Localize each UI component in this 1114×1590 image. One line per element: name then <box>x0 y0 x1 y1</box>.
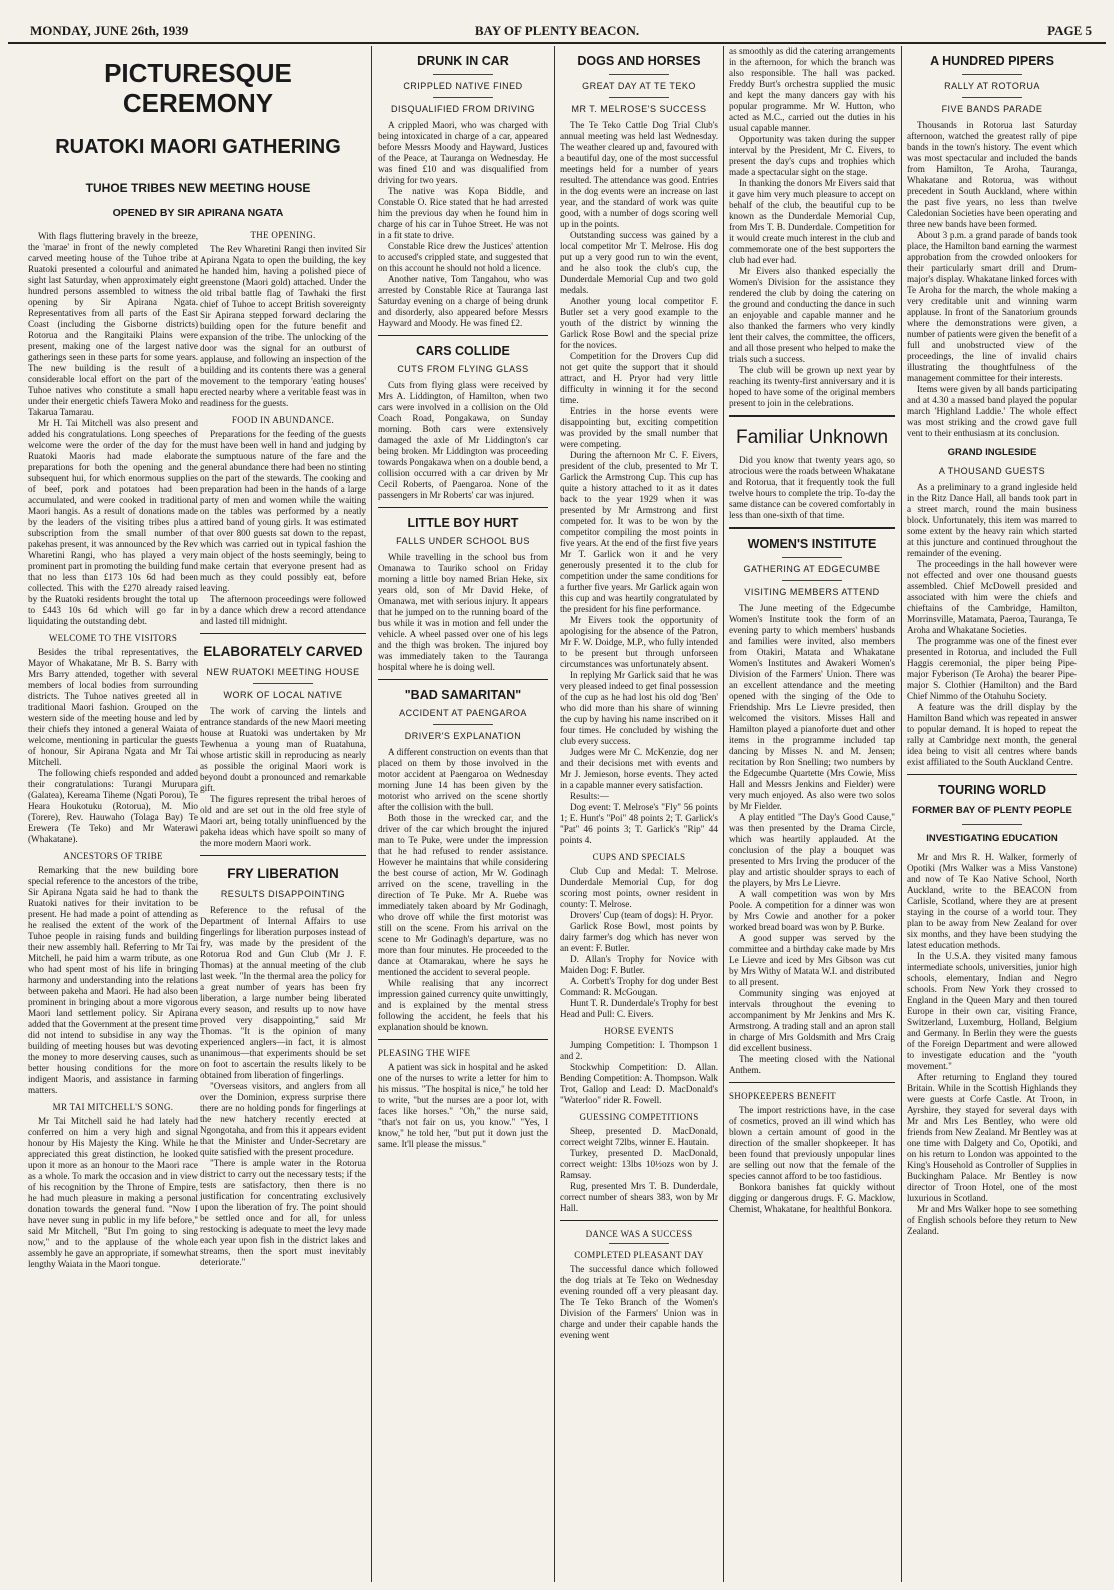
divider <box>609 97 669 98</box>
subhead: FORMER BAY OF PLENTY PEOPLE <box>912 805 1072 816</box>
column-5 <box>729 46 895 1582</box>
subhead: FIVE BANDS PARADE <box>941 104 1043 114</box>
masthead-page-number: PAGE 5 <box>1047 23 1092 38</box>
article-paragraph: Preparations for the feeding of the guests must have been well in hand and judging by the sumptuous nature of the fare and the general abundance there had been no stinting on the part of the stewards. The cooking and preparation had been in the hands of a large party of men and women while the waiting on the tables was performed by a neatly attired band of young girls. It was estimated that over 800 guests sat down to the repast, which was carried out in typical fashion the main object of the hosts seemingly, being to make certain that everyone present had as much as they could possibly eat, before leaving. <box>200 429 366 593</box>
article-paragraph: "Overseas visitors, and anglers from all over the Dominion, express surprise there there are no holding ponds for fingerlings at the new hatchery recently erected at Ngongotaha, and from this it appears evident that the Minister and Under-Secretary are quite satisfied with the present procedure. <box>200 1081 366 1157</box>
divider <box>433 74 493 75</box>
subhead-tuhoe-tribes: TUHOE TRIBES NEW MEETING HOUSE <box>85 181 311 195</box>
subhead: A THOUSAND GUESTS <box>938 466 1046 476</box>
divider <box>962 824 1022 825</box>
headline-spacer <box>200 46 366 224</box>
article-paragraph: D. Allan's Trophy for Novice with Maiden Dog: F. Butler. <box>560 954 718 975</box>
article-paragraph: The Te Teko Cattle Dog Trial Club's annual meeting was held last Wednesday. The weather cleared up and, favoured with a beautiful day, one of the most successful meetings held for a number of years resulted. The attendance was good. Entries in the dog events were an increase on last year, and the standard of work was quite good, with a number of dogs scoring well up in the points. <box>560 120 718 229</box>
column-6 <box>907 46 1077 1582</box>
divider <box>609 1243 669 1244</box>
section-heading: DANCE WAS A SUCCESS <box>585 1229 693 1239</box>
divider <box>962 97 1022 98</box>
article-paragraph: In replying Mr Garlick said that he was very pleased indeed to get final possession of the cup as he had lost his old dog 'Ben' who did more than his share of winning the cup by having his name inscribed on it four times. He concluded by wishing the club every success. <box>560 670 718 746</box>
masthead <box>8 20 1106 44</box>
headline-elaborately-carved: ELABORATELY CARVED <box>203 644 363 659</box>
headline-ruatoki-maori-gathering: RUATOKI MAORI GATHERING <box>55 136 341 158</box>
article-paragraph: Bonkora banishes fat quickly without digging or dangerous drugs. F. G. Macklow, Chemist, Whakatane, for healthful Bonkora. <box>729 1182 895 1214</box>
article-paragraph: After returning to England they toured Britain. While in the Scottish Highlands they were guests at Corfe Castle. At Troon, in Ayrshire, they stayed for several days with Mr and Mrs Les Bentley, who were old friends from New Zealand. Mr Bentley was at one time with Dalgety and Co, Opotiki, and on his return to London was appointed to the King's Household as Controller of Supplies in Buckingham Palace. Mr Bentley is now director of Troon Hotel, one of the most luxurious in Scotland. <box>907 1072 1077 1203</box>
article-paragraph: Judges were Mr C. McKenzie, dog ner and their decisions met with events and Mr J. Jemieson, horse events. They acted in a capable manner every satisfaction. <box>560 747 718 790</box>
column-rule <box>371 46 372 1582</box>
subhead: MR T. MELROSE'S SUCCESS <box>571 104 707 114</box>
article-paragraph: The afternoon proceedings were followed by a dance which drew a record attendance and lasted till midnight. <box>200 594 366 626</box>
section-heading: FOOD IN ABUNDANCE. <box>231 415 335 425</box>
results-label: Results:— <box>570 791 609 801</box>
article-paragraph: A feature was the drill display by the Hamilton Band which was repeated in answer to popular demand. It is hoped to repeat the rally at Cambridge next month, the general idea being to visit all centres where bands exist affiliated to the South Auckland Centre. <box>907 702 1077 767</box>
masthead-paper-name: BAY OF PLENTY BEACON. <box>474 23 640 38</box>
column-rule <box>901 46 902 1582</box>
article-paragraph: Mr Eivers took the opportunity of apologising for the absence of the Patron, Mr F. W. Doidge, M.P., who fully intended to be present but through unforseen circumstances was unfortunately absent. <box>560 615 718 669</box>
divider <box>378 1039 548 1040</box>
subhead: RESULTS DISAPPOINTING <box>220 889 346 899</box>
article-paragraph: The work of carving the lintels and entrance standards of the new Maori meeting house at Ruatoki was undertaken by Mr Tewhenua a young man of Ruatahuna, whose artistic skill in reproducing as nearly as possible the original Maori work is beyond doubt a pronounced and remarkable gift. <box>200 706 366 793</box>
column-4 <box>560 46 718 1582</box>
headline-fry-liberation: FRY LIBERATION <box>227 866 339 881</box>
article-paragraph: A play entitled "The Day's Good Cause," was then presented by the Drama Circle, which was heartily applauded. At the conclusion of the play a bouquet was presented to Mrs Irving the producer of the play and artistic shoulder sprays to each of the players, by Mrs Le Lievre. <box>729 812 895 888</box>
subhead: NEW RUATOKI MEETING HOUSE <box>206 667 360 677</box>
column-3 <box>378 46 548 1582</box>
article-paragraph: Club Cup and Medal: T. Melrose. Dunderdale Memorial Cup, for dog scoring most points, owner resident in county: T. Melrose. <box>560 866 718 909</box>
article-paragraph: About 3 p.m. a grand parade of bands took place, the Hamilton band earning the warmest approbation from the crowded onlookers for their particularly smart drill and Drum-major's display. Whakatane linked forces with Te Aroha for the march, the whole making a very creditable unit and winning warm applause. In front of the Sanatorium grounds where the demonstrations were given, a number of patients were given the benefit of a full and unobstructed view of the proceedings, the line of invalid chairs illustrating the thoughtfulness of the management committee for their interests. <box>907 230 1077 383</box>
article-paragraph: Mr Tai Mitchell said he had lately had conferred on him a very high and signal honour by His Majesty the King. While he appreciated this great distinction, he looked upon it more as an honour to the Maori race as a whole. To mark the occasion and in view of his recognition by the Throne of Empire, he had much pleasure in making a personal donation towards the general fund. "Now I have never sung in public in my life before," said Mr Mitchell, "But I'm going to sing now," and to the applause of the whole assembly he gave an appropriate, if somewhat lengthy Waiata in the Maori tongue. <box>28 1116 198 1269</box>
article-paragraph: Outstanding success was gained by a local competitor Mr T. Melrose. His dog put up a very good run to win the event, and he also took the club's cup, the Dunderdale Memorial Cup and two gold medals. <box>560 230 718 295</box>
divider <box>962 74 1022 75</box>
divider <box>378 335 548 336</box>
divider <box>782 580 842 581</box>
section-heading: PLEASING THE WIFE <box>378 1048 471 1058</box>
divider <box>560 1220 718 1221</box>
article-paragraph: The proceedings in the hall however were not effected and over one thousand guests assembled. Chief McDowell presided and associated with him were the chiefs and chieftains of the Cambridge, Hamilton, Morrinsville, Matamata, Paeroa, Tauranga, Te Aroha and Whakatane Societies. <box>907 559 1077 635</box>
divider <box>609 74 669 75</box>
article-paragraph: The import restrictions have, in the case of cosmetics, proved an ill wind which has blown a certain amount of good in the direction of the smaller shopkeeper. It has been found that previously unpopular lines are selling out now that the female of the species cannot afford to be too fastidious. <box>729 1105 895 1181</box>
section-heading: COMPLETED PLEASANT DAY <box>574 1250 704 1260</box>
section-heading: ANCESTORS OF TRIBE <box>63 851 163 861</box>
article-paragraph: Reference to the refusal of the Department of Internal Affairs to use fingerlings for liberation purposes instead of fry, was made by the president of the Rotorua Rod and Gun Club (Mr J. F. Thomas) at the annual meeting of the club last week. "In the thermal area the policy for a great number of years has been fry liberation, a large number being liberated every season, and results up to now have proved very disappointing," said Mr Thomas. "It is the opinion of many experienced anglers—in fact, it is almost unanimous—that experiments should be set on foot to ascertain the results likely to be obtained from liberation of fingerlings. <box>200 905 366 1080</box>
subhead: DISQUALIFIED FROM DRIVING <box>390 104 535 114</box>
subhead: RALLY AT ROTORUA <box>944 81 1040 91</box>
divider <box>378 679 548 680</box>
article-paragraph: The club will be grown up next year by reaching its twenty-first anniversary and it is hoped to have some of the original members present to join in the celebrations. <box>729 365 895 408</box>
section-heading: SHOPKEEPERS BENEFIT <box>729 1091 836 1101</box>
article-paragraph: Did you know that twenty years ago, so atrocious were the roads between Whakatane and Rotorua, that it frequently took the full twelve hours to complete the trip. To-day the same distance can be covered comfortably in less than one-sixth of that time. <box>729 455 895 520</box>
headline-cars-collide: CARS COLLIDE <box>416 344 510 358</box>
divider <box>907 774 1077 775</box>
article-paragraph: Constable Rice drew the Justices' attention to accused's crippled state, and suggested that on this account he should not hold a licence. <box>378 241 548 273</box>
article-paragraph: The programme was one of the finest ever presented in Rotorua, and included the Full Haggis ceremonial, the piper being Pipe-major Fyberison (Te Aroha) the bearer Pipe-major S. Clothier (Hamilton) and the Bard Chief Nimmo of the Otahuhu Society. <box>907 636 1077 701</box>
divider <box>253 683 313 684</box>
article-paragraph: Thousands in Rotorua last Saturday afternoon, watched the greatest rally of pipe bands in the town's history. The event which was most spectacular and included the bands from Hamilton, Te Aroha, Tauranga, Whakatane and Rotorua, was without precedent in South Auckland, where within the past five years, no less than twelve Caledonian Societies have been operating and three new bands have been formed. <box>907 120 1077 229</box>
article-paragraph: Cuts from flying glass were received by Mrs A. Liddington, of Hamilton, when two cars were involved in a collision on the Old Coach Road, Pongakawa, on Sunday morning. Both cars were extensively damaged the axle of Mr Liddington's car being broken. Mr Liddington was proceeding towards Pongakawa when on a double bend, a collision occurred with a car driven by Mr Cecil Roberts, of Paengaroa. None of the passengers in Mr Roberts' car was injured. <box>378 380 548 500</box>
article-paragraph: Jumping Competition: I. Thompson 1 and 2. <box>560 1040 718 1061</box>
divider <box>200 855 366 856</box>
article-paragraph: Mr and Mrs R. H. Walker, formerly of Opotiki (Mrs Walker was a Miss Vanstone) and now of Te Kao Native School, North Auckland, write to the BEACON from Carlisle, Scotland, where they are at present staying in the course of a world tour. They plan to be away from New Zealand for over six months, and they have been studying the latest education methods. <box>907 852 1077 950</box>
article-paragraph: The following chiefs responded and added their congratulations: Turangi Murupara (Galatea), Kereama Tiheme (Ngati Porou), Te Heara Houkotuku (Rotorua), M. Mio (Torere), Rev. Hauwaho (Tolaga Bay) Te Erewera (Te Teko) and Mr Waterawi (Whakatane). <box>28 768 198 844</box>
article-paragraph: Community singing was enjoyed at intervals throughout the evening to accompaniment by Mr Jenkins and Mrs K. Armstrong. A trading stall and an apron stall in charge of Mrs Goldsmith and Mrs Craig did excellent business. <box>729 988 895 1053</box>
headline-womens-institute: WOMEN'S INSTITUTE <box>747 537 877 551</box>
article-paragraph: Mr H. Tai Mitchell was also present and added his congratulations. Long speeches of welcome were the order of the day for the Ruatoki Maoris had made elaborate preparations for both the opening and the subsequent hui, for which enormous supplies of beef, pork and potatoes had been accumulated, and were cooked in traditional Maori hangis. As a result of donations made by the leaders of the visiting tribes plus a subscription from the small number of pakehas present, it was announced by the Rev Wharetini Rangi, who has played a very prominent part in promoting the building fund that no less than £173 10s 6d had been collected. This with the £270 already raised by the Ruatoki residents brought the total up to £443 10s 6d which will go far in liquidating the outstanding debt. <box>28 418 198 626</box>
article-paragraph: Both those in the wrecked car, and the driver of the car which brought the injured man to Te Puke, were under the impression that he had refused to render assistance. However he maintains that while considering the best course of action, Mr W. Godinagh arrived on the scene, travelling in the direction of Te Puke. Mr A. Ruebe was immediately taken aboard by Mr Godinagh, who drove off while the first motorist was still on the scene. From his arrival on the scene to Mr Godinagh's departure, was no more than four minutes. He proceeded to the dance at Otamarakau, where he says he mentioned the accident to several people. <box>378 813 548 977</box>
article-paragraph: A patient was sick in hospital and he asked one of the nurses to write a letter for him to his missus. "The hospital is nice," he told her to write, "but the nurses are a poor lot, with faces like horses." "Oh," the nurse said, "that's not fair on us, you know." "Yes, I know," he told her, "but put it down just the same. It'll please the missus." <box>378 1062 548 1149</box>
headline-bad-samaritan: "BAD SAMARITAN" <box>404 688 522 702</box>
article-paragraph: A good supper was served by the committee and a birthday cake made by Mrs Le Lievre and iced by Mrs Gibson was cut by Mrs Withy of Matata W.I. and distributed to all present. <box>729 933 895 987</box>
article-paragraph: as smoothly as did the catering arrangements in the afternoon, for which the branch was also responsible. The hall was packed. Freddy Burt's orchestra supplied the music and kept the many dancers gay with his popular programme. Mr W. Hutton, who acted as M.C., carried out the duties in his usual capable manner. <box>729 46 895 133</box>
article-paragraph: With flags fluttering bravely in the breeze, the 'marae' in front of the newly completed carved meeting house of the Tuhoe tribe at Ruatoki presented a colourful and animated sight last Saturday, when approximately eight hundred persons assembled to witness the opening by Sir Apirana Ngata. Representatives from all parts of the East Coast (including the Gisborne districts) Rotorua and the Rangitaiki Plains were present, making one of the largest native gatherings seen in these parts for some years. The new building is the result of a considerable local effort on the part of the Tuhoe natives who constitute a small hapu under their energetic chiefs Tawera Moko and Takarua Tamarau. <box>28 231 198 417</box>
article-paragraph: Turkey, presented D. MacDonald, correct weight: 13lbs 10½ozs won by J. Ramsay. <box>560 1148 718 1180</box>
headline-little-boy-hurt: LITTLE BOY HURT <box>407 516 519 530</box>
article-paragraph: While travelling in the school bus from Omanawa to Tauriko school on Friday morning a little boy named Brian Heke, six years old, son of Mr David Heke, of Omanawa, met with serious injury. It appears that he jumped on to the running board of the bus while it was in motion and fell under the vehicle. A wheel passed over one of his legs and the thigh was broken. The injured boy was immediately taken to the Tauranga hospital where he is doing well. <box>378 552 548 672</box>
article-paragraph: Garlick Rose Bowl, most points by dairy farmer's dog which has never won an event: F. Butler. <box>560 921 718 953</box>
section-heading: THE OPENING. <box>250 230 316 240</box>
subhead: CUTS FROM FLYING GLASS <box>397 364 529 374</box>
subhead: DRIVER'S EXPLANATION <box>404 731 522 741</box>
article-paragraph: Entries in the horse events were disappointing but, exciting competition was provided by the small number that were competing. <box>560 406 718 449</box>
divider <box>200 633 366 634</box>
article-paragraph: The Rev Wharetini Rangi then invited Sir Apirana Ngata to open the building, the key he handed him, having a polished piece of greenstone (Maori gold) attached. Under the old tribal battle flag of Tawhaki the first chief of Tuhoe to accept British sovereignty Sir Apirana stepped forward declaring the building open for the future benefit and expansion of the tribe. The unlocking of the door was the signal for an outburst of applause, and following an inspection of the building and its contents there was a general movement to the temporary 'eating houses' erected nearby where a veritable feast was in readiness for the guests. <box>200 244 366 408</box>
subhead: FALLS UNDER SCHOOL BUS <box>396 536 530 546</box>
article-paragraph: In the U.S.A. they visited many famous intermediate schools, universities, junior high schools, elementary, Indian and Negro schools. From New York they crossed to England in the Queen Mary and then toured Europe in their own car, visiting France, Switzerland, Luxemburg, Holland, Belgium and Germany. In Berlin they were the guests of the Foreign Department and were allowed to investigate education and the "youth movement." <box>907 951 1077 1071</box>
divider <box>378 507 548 508</box>
article-paragraph: As a preliminary to a grand ingleside held in the Ritz Dance Hall, all bands took part in a street march, round the main business block. Unfortunately, this item was marred to some extent by the heavy rain which started at this juncture and continued throughout the remainder of the evening. <box>907 482 1077 558</box>
headline-dogs-and-horses: DOGS AND HORSES <box>577 54 701 68</box>
subhead: GREAT DAY AT TE TEKO <box>582 81 696 91</box>
article-paragraph: Hunt T. R. Dunderdale's Trophy for best Head and Pull: C. Eivers. <box>560 998 718 1019</box>
divider <box>729 1082 895 1083</box>
article-paragraph: Rug, presented Mrs T. B. Dunderdale, correct number of shears 383, won by Mr Hall. <box>560 1181 718 1213</box>
article-paragraph: Dog event: T. Melrose's "Fly" 56 points 1; E. Hunt's "Poi" 48 points 2; T. Garlick's "Pat" 46 points 3; T. Garlick's "Rip" 44 points 4. <box>560 802 718 845</box>
article-paragraph: Remarking that the new building bore special reference to the ancestors of the tribe, Sir Apirana Ngata said he had to thank the Ruatoki natives for their invitation to be present. He had made a point of attending as he realised the extent of the work of the Tuhoe people in raising funds and building their new assembly hall. Referring to Mr Tai Mitchell, he paid him a warm tribute, as one who had spent most of his life in bringing harmony and understanding into the relations between pakeha and Maori. He had also been prominent in bringing about a more vigorous Maori land settlement policy. Sir Apirana added that the Government at the present time did not intend to subsidise in any way the building of meeting houses but was devoting the money to more deserving causes, such as better housing conditions for the more indigent Maoris, and assistance in farming matters. <box>28 865 198 1095</box>
article-paragraph: In thanking the donors Mr Eivers said that it gave him very much pleasure to accept on behalf of the club, the beautiful cup to be known as the Dunderdale Memorial Cup, from Mrs T. B. Dunderdale. Competition for it would create much interest in the club and commemorate one of the best supporters the club had ever had. <box>729 178 895 265</box>
article-paragraph: Another native, Tom Tangahou, who was arrested by Constable Rice at Tauranga last Saturday evening on a charge of being drunk and disorderly, also appeared before Messrs Hayward and Moody. He was fined £2. <box>378 274 548 328</box>
article-paragraph: A crippled Maori, who was charged with being intoxicated in charge of a car, appeared before Messrs Moody and Hayward, Justices of the Peace, at Tauranga on Wednesday. He was fined £10 and was disqualified from driving for two years. <box>378 120 548 185</box>
divider <box>433 97 493 98</box>
article-paragraph: Mr and Mrs Walker hope to see something of English schools before they return to New Zealand. <box>907 1204 1077 1236</box>
article-paragraph: Stockwhip Competition: D. Allan. Bending Competition: A. Thompson. Walk Trot, Gallop and Lead: D. MacDonald's "Waterloo" rider R. Fowell. <box>560 1062 718 1105</box>
headline-picturesque-ceremony: PICTURESQUE CEREMONY <box>104 58 292 118</box>
section-heading: WELCOME TO THE VISITORS <box>48 633 178 643</box>
subhead-opened-by: OPENED BY SIR APIRANA NGATA <box>112 207 284 219</box>
article-paragraph: During the afternoon Mr C. F. Eivers, president of the club, presented to Mr T. Garlick the Armstrong Cup. This cup has quite a history attached to it as it dates back to the year 1929 when it was presented by Mr Armstrong and first competed for. It was to be won by the competitor compiling the most points in five years. At the end of the first five years Mr T. Garlick won it and he very generously presented it to the club for competition under the same conditions for a further five years. Mr Garlick again won this cup and was heartily congratulated by the president for his fine performance. <box>560 450 718 614</box>
column-2 <box>200 46 366 1582</box>
divider <box>433 724 493 725</box>
article-paragraph: Sheep, presented D. MacDonald, correct weight 72lbs, winner E. Hautain. <box>560 1126 718 1147</box>
article-paragraph: A wall competition was won by Mrs Poole. A competition for a dinner was won by Mrs Cowie and another for a poker worked bread board was won by P. Burke. <box>729 889 895 932</box>
subhead: VISITING MEMBERS ATTEND <box>744 587 880 597</box>
article-paragraph: The figures represent the tribal heroes of old and are set out in the old free style of Maori art, being totally uninfluenced by the pakeha ideas which have spoilt so many of the more modern Maori work. <box>200 794 366 848</box>
subhead: GATHERING AT EDGECUMBE <box>743 564 881 574</box>
masthead-date: MONDAY, JUNE 26th, 1939 <box>30 23 189 38</box>
column-rule <box>723 46 724 1582</box>
article-paragraph: The successful dance which followed the dog trials at Te Teko on Wednesday evening rounded off a very pleasant day. The Te Teko Branch of the Women's Division of the Farmers' Union was in charge and under their capable hands the evening went <box>560 1264 718 1340</box>
headline-drunk-in-car: DRUNK IN CAR <box>417 54 509 68</box>
subhead: ACCIDENT AT PAENGAROA <box>399 708 527 718</box>
article-paragraph: "There is ample water in the Rotorua district to carry out the necessary tests; if the tests are satisfactory, then there is no justification for concentrating exclusively upon the liberation of fry. The point should be settled once and for all, for unless restocking is adequate to meet the levy made each year upon fish in the district lakes and streams, then the sport must inevitably deteriorate." <box>200 1158 366 1267</box>
article-paragraph: Competition for the Drovers Cup did not get quite the support that it should attract, and H. Pryor had very little difficulty in winning it for the second time. <box>560 351 718 405</box>
article-paragraph: Besides the tribal representatives, the Mayor of Whakatane, Mr B. S. Barry with Mrs Barry attended, together with several members of local bodies from surrounding districts. The Tuhoe natives greeted all in traditional Maori fashion. Grouped on the western side of the meeting house and led by their chiefs they intoned a general Waiata of welcome, mentioning in particular the guests of honour, Sir Apirana Ngata and Mr Tai Mitchell. <box>28 647 198 767</box>
article-paragraph: The June meeting of the Edgecumbe Women's Institute took the form of an evening party to which members' husbands and families were invited, also members from Otakiri, Matata and Whakatane Women's Institutes and Awakeri Women's Division of the Farmers' Union. There was an excellent attendance and the meeting opened with the singing of the Ode to Friendship. Mrs Le Lievre presided, then welcomed the visitors. Misses Hall and Hamilton played a pianoforte duet and other items in the programme included tap dancing by Misses N. and M. Jensen; recitation by Ron Snelling; two numbers by the Edgecumbe Quartette (Mrs Cowie, Miss Hall and Messrs Jenkins and Fielder) were very much enjoyed. As also were two solos by Mr Fielder. <box>729 603 895 811</box>
section-heading: MR TAI MITCHELL'S SONG. <box>52 1102 174 1112</box>
article-paragraph: The native was Kopa Biddle, and Constable O. Rice stated that he had arrested him the previous day when he found him in charge of his car in Tuhoe Street. He was not in a fit state to drive. <box>378 186 548 240</box>
article-paragraph: Drovers' Cup (team of dogs): H. Pryor. <box>570 910 714 920</box>
headline-touring-world: TOURING WORLD <box>937 783 1047 797</box>
article-paragraph: While realising that any incorrect impression gained currency quite unwittingly, and is explained by the mental stress following the accident, he feels that his explanation should be known. <box>378 978 548 1032</box>
article-paragraph: The meeting closed with the National Anthem. <box>729 1054 895 1075</box>
section-heading: GUESSING COMPETITIONS <box>579 1112 699 1122</box>
subhead: INVESTIGATING EDUCATION <box>926 833 1058 844</box>
headline-a-hundred-pipers: A HUNDRED PIPERS <box>930 54 1054 68</box>
familiar-unknown-box <box>729 415 895 529</box>
article-paragraph: Mr Eivers also thanked especially the Women's Division for the assistance they rendered the club by doing the catering on the ground and conducting the dance in such an enjoyable and capable manner and he also thanked the farmers who very kindly lent their calves, the committee, the officers, and all those present who helped to make the trials such a success. <box>729 266 895 364</box>
divider <box>782 557 842 558</box>
article-paragraph: Another young local competitor F. Butler set a very good example to the youth of the district by winning the Garlick Rose Bowl and the special prize for the novices. <box>560 296 718 350</box>
section-heading: HORSE EVENTS <box>604 1026 674 1036</box>
section-heading: CUPS AND SPECIALS <box>592 852 686 862</box>
headline-familiar-unknown: Familiar Unknown <box>735 427 889 448</box>
article-paragraph: Opportunity was taken during the supper interval by the President, Mr C. Eivers, to present the day's cups and trophies which made a spectacular sight on the stage. <box>729 134 895 177</box>
article-paragraph: Items were given by all bands participating and at 4.30 a massed band played the popular march 'Highland Laddie.' The whole effect was most striking and the crowd gave full vent to their enthusiasm at its conclusion. <box>907 384 1077 438</box>
article-paragraph: A different construction on events than that placed on them by those involved in the motor accident at Paengaroa on Wednesday morning June 14 has been given by the motorist who arrived on the scene shortly after the collision with the bull. <box>378 747 548 812</box>
subhead: WORK OF LOCAL NATIVE <box>223 690 343 700</box>
column-rule <box>554 46 555 1582</box>
subhead: CRIPPLED NATIVE FINED <box>403 81 523 91</box>
section-heading: GRAND INGLESIDE <box>947 447 1037 458</box>
article-paragraph: A. Corbett's Trophy for dog under Best Command: R. McGougan. <box>560 976 718 997</box>
